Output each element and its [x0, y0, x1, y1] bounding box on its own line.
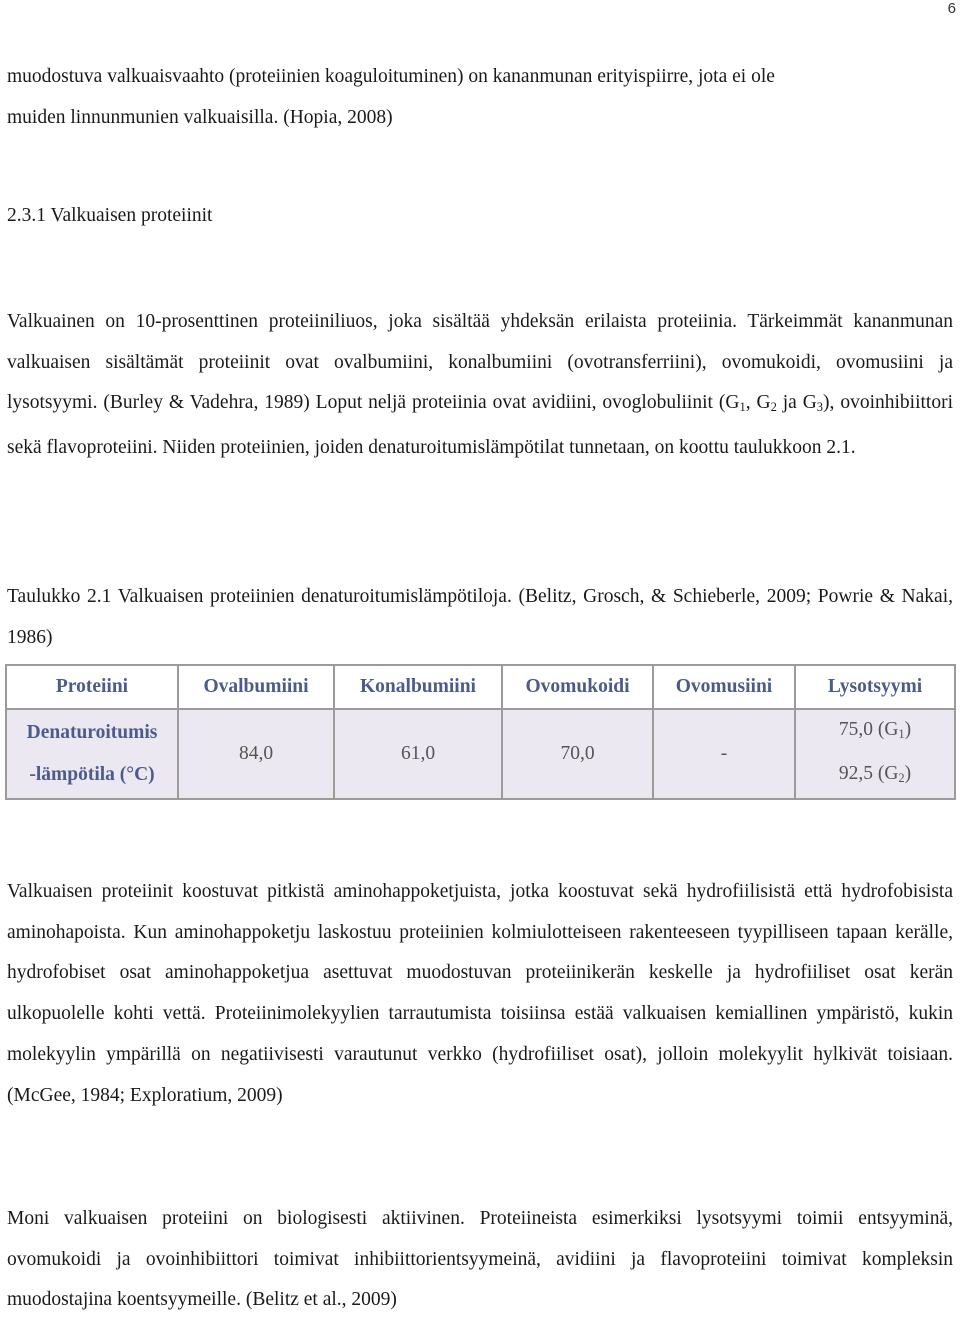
lysozyme-g2-value: 92,5 (G — [838, 763, 899, 784]
intro-paragraph — [7, 57, 953, 138]
paragraph-biological-activity — [7, 1199, 953, 1321]
p1-text-b: , G — [745, 392, 771, 414]
header-ovomusiini: Ovomusiini — [653, 665, 795, 709]
table-row — [6, 709, 955, 799]
intro-line-2: muiden linnunmunien valkuaisilla. (Hopia, 2008) — [7, 106, 393, 128]
lysozyme-sub-1: 1 — [898, 727, 905, 741]
p1-text-c: ja G — [776, 392, 817, 414]
p1-sub-1: 1 — [739, 400, 746, 415]
value-ovomusiini: - — [653, 709, 795, 799]
row-label-line-1: Denaturoitumis — [26, 722, 158, 743]
p1-sub-2: 2 — [770, 400, 777, 415]
header-ovalbumiini: Ovalbumiini — [178, 665, 334, 709]
table-header-row — [6, 665, 955, 709]
row-label-line-2: -lämpötila (°C) — [29, 764, 155, 785]
paragraph-protein-structure — [7, 872, 953, 1116]
paragraph-proteins-intro — [7, 302, 953, 469]
p1-sub-3: 3 — [816, 400, 824, 415]
lysozyme-paren-2: ) — [904, 763, 912, 784]
lysozyme-paren-1: ) — [904, 719, 912, 740]
denaturation-table — [5, 664, 956, 800]
paragraph-2-text: Valkuaisen proteiinit koostuvat pitkistä aminohappoketjuista, jotka koostuvat sekä hydrofiilisistä että hydrofobisista aminohapoista. Kun aminohappoketju laskostuu proteiinien kolmiulotteiseen rakenteeseen tyypilliseen tapaan kerälle, hydrofobiset osat aminohappoketjua asettuvat muodostuvan proteiinikerän keskelle ja hydrofiiliset osat kerän ulkopuolelle kohti vettä. Proteiinimolekyylien tarrautumista toisiinsa estää valkuaisen kemiallinen ympäristö, kukin molekyylin ympärillä on negatiivisesti varautunut verkko (hydrofiiliset osat), jolloin molekyylit hylkivät toisiaan. (McGee, 1984; Exploratium, 2009) — [7, 881, 953, 1106]
value-ovomukoidi: 70,0 — [502, 709, 653, 799]
p1-text-a: Valkuainen on 10-prosenttinen proteiiniliuos, joka sisältää yhdeksän erilaista proteiinia. Tärkeimmät kananmunan valkuaisen sisältämät proteiinit ovat ovalbumiini, konalbumiini (ovotransferriini), ovomukoidi, ovomusiini ja lysotsyymi. (Burley & Vadehra, 1989) Loput neljä proteiinia ovat avidiini, ovoglobuliinit (G — [7, 311, 953, 414]
paragraph-3-text: Moni valkuaisen proteiini on biologisesti aktiivinen. Proteiineista esimerkiksi lysotsyymi toimii entsyyminä, ovomukoidi ja ovoinhibiittori toimivat inhibiittorientsyymeinä, avidiini ja flavoproteiini toimivat kompleksin muodostajina koentsyymeille. (Belitz et al., 2009) — [7, 1208, 953, 1311]
p1-text-d: ), ovoinhibiittori sekä flavoproteiini. Niiden proteiinien, joiden denaturoitumislämpötilat tunnetaan, on koottu taulukkoon 2.1. — [7, 392, 953, 459]
lysozyme-sub-2: 2 — [898, 771, 905, 785]
lysozyme-g1-value: 75,0 (G — [838, 719, 899, 740]
table-caption: Taulukko 2.1 Valkuaisen proteiinien denaturoitumislämpötiloja. (Belitz, Grosch, & Schieberle, 2009; Powrie & Nakai, 1986) — [7, 586, 953, 648]
header-lysotsyymi: Lysotsyymi — [795, 665, 955, 709]
header-proteiini: Proteiini — [6, 665, 178, 709]
row-label — [6, 709, 178, 799]
value-ovalbumiini: 84,0 — [178, 709, 334, 799]
section-heading: 2.3.1 Valkuaisen proteiinit — [7, 205, 213, 226]
value-konalbumiini: 61,0 — [334, 709, 502, 799]
page-number: 6 — [947, 0, 956, 17]
header-ovomukoidi: Ovomukoidi — [502, 665, 653, 709]
intro-line-1: muodostuva valkuaisvaahto (proteiinien koaguloituminen) on kananmunan erityispiirre, jota ei ole — [7, 66, 775, 87]
value-lysotsyymi — [795, 709, 955, 799]
header-konalbumiini: Konalbumiini — [334, 665, 502, 709]
